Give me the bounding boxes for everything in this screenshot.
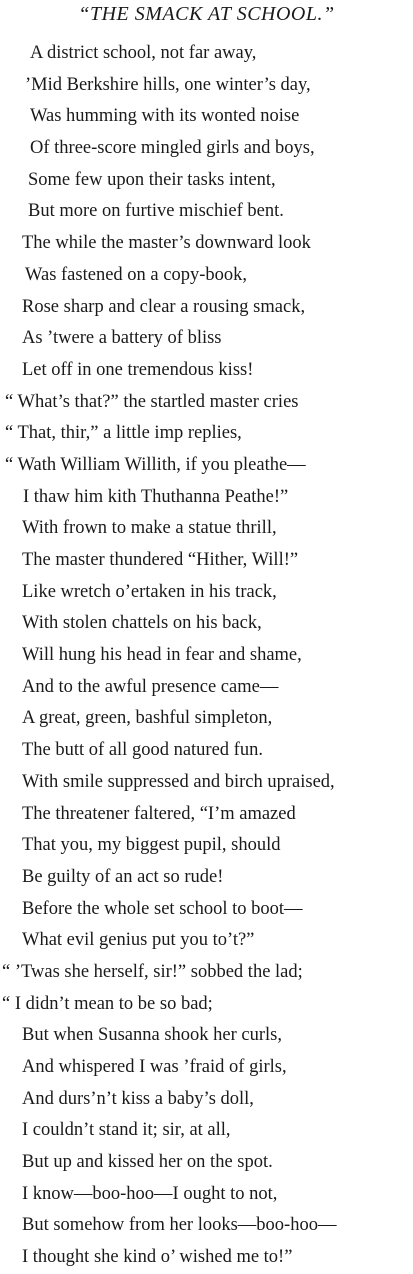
poem-line: The butt of all good natured fun. [22, 740, 263, 761]
poem-line: “ That, thir,” a little imp replies, [5, 423, 242, 444]
poem-line: The master thundered “Hither, Will!” [22, 550, 299, 570]
poem-line: As ’twere a battery of bliss [22, 328, 222, 349]
poem-line: Was fastened on a copy-book, [25, 264, 247, 285]
poem-line: But when Susanna shook her curls, [22, 1025, 282, 1046]
poem-line: And durs’n’t kiss a baby’s doll, [22, 1088, 254, 1109]
poem-line: But up and kissed her on the spot. [22, 1152, 273, 1173]
poem-line: Let off in one tremendous kiss! [22, 359, 254, 380]
poem-line: With stolen chattels on his back, [22, 613, 262, 634]
poem-line: I couldn’t stand it; sir, at all, [22, 1120, 231, 1141]
poem-line: Be guilty of an act so rude! [22, 866, 224, 887]
poem-line: And to the awful presence came— [22, 676, 279, 697]
poem-body [0, 38, 413, 1274]
poem-line: I thaw him kith Thuthanna Peathe!” [23, 486, 289, 507]
poem-line: What evil genius put you to’t?” [22, 930, 255, 951]
poem-line: A great, green, bashful simpleton, [22, 708, 273, 729]
poem-line: I know—boo-hoo—I ought to not, [22, 1183, 278, 1204]
poem-line: Like wretch o’ertaken in his track, [22, 581, 277, 602]
poem-line: “ I didn’t mean to be so bad; [2, 993, 213, 1014]
poem-line: Before the whole set school to boot— [22, 898, 303, 919]
poem-line: “ What’s that?” the startled master cries [5, 391, 299, 412]
poem-line: Will hung his head in fear and shame, [22, 645, 302, 666]
poem-line: Of three-score mingled girls and boys, [30, 138, 315, 159]
poem-line: ’Mid Berkshire hills, one winter’s day, [25, 74, 311, 95]
poem-line: The while the master’s downward look [22, 233, 311, 254]
poem-line: Was humming with its wonted noise [30, 106, 300, 127]
poem-line: Rose sharp and clear a rousing smack, [22, 296, 306, 317]
poem-line: And whispered I was ’fraid of girls, [22, 1057, 287, 1077]
poem-line: The threatener faltered, “I’m amazed [22, 803, 296, 824]
poem-line: But more on furtive mischief bent. [28, 201, 284, 222]
poem-line: A district school, not far away, [30, 43, 257, 63]
poem-line: That you, my biggest pupil, should [22, 835, 281, 856]
poem-line: “ ’Twas she herself, sir!” sobbed the lad; [2, 961, 303, 982]
poem-line: “ Wath William Willith, if you pleathe— [5, 454, 306, 475]
poem-line: With frown to make a statue thrill, [22, 518, 277, 539]
poem-title: “THE SMACK AT SCHOOL.” [78, 3, 335, 25]
poem-line: Some few upon their tasks intent, [28, 169, 276, 190]
poem-line: I thought she kind o’ wished me to!” [22, 1247, 293, 1268]
poem-line: With smile suppressed and birch upraised, [22, 771, 335, 792]
poem-line: But somehow from her looks—boo-hoo— [22, 1215, 337, 1236]
